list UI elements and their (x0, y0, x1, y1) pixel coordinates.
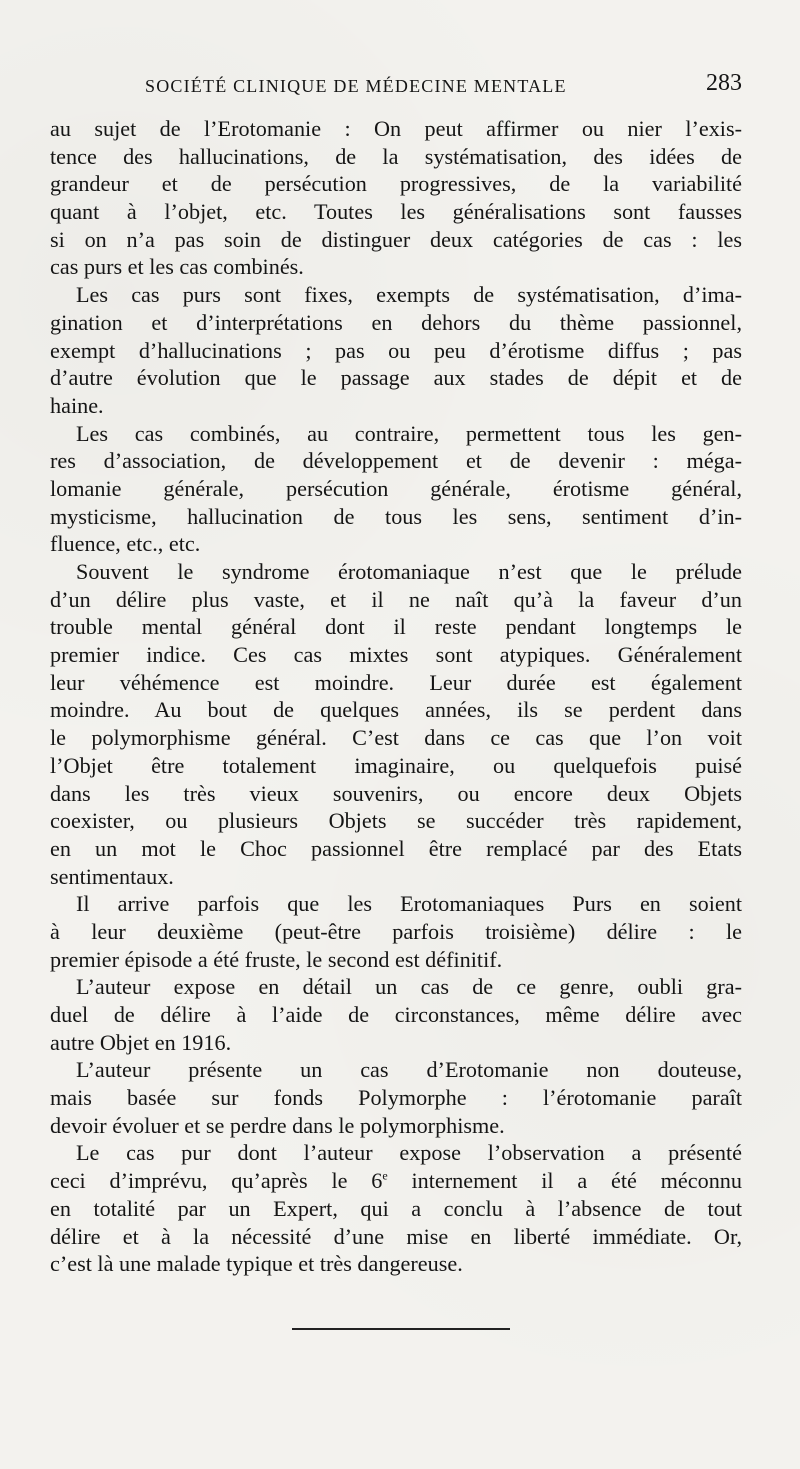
running-head (50, 70, 742, 102)
text-line (50, 780, 742, 808)
text-line (50, 835, 742, 863)
text-line (50, 1001, 742, 1029)
text-line (50, 669, 742, 697)
text-line-content: lomanie générale, persécution générale, érotisme général, (50, 475, 742, 501)
text-line-content: autre Objet en 1916. (50, 1029, 232, 1055)
text-line-content: l’Objet être totalement imaginaire, ou quelquefois puisé (50, 752, 742, 778)
text-line (50, 1112, 742, 1140)
text-line (50, 281, 742, 309)
text-line (50, 1195, 742, 1223)
text-line (50, 1056, 742, 1084)
text-line (50, 752, 742, 780)
text-line-content: premier indice. Ces cas mixtes sont atypiques. Généralement (50, 642, 742, 668)
ordinal-superscript: e (382, 1168, 388, 1183)
text-line (50, 253, 742, 281)
text-line-content: d’un délire plus vaste, et il ne naît qu’à la faveur d’un (50, 586, 742, 612)
text-line-content: L’auteur présente un cas d’Erotomanie non douteuse, (76, 1057, 742, 1083)
text-line-content: leur véhémence est moindre. Leur durée est également (50, 669, 742, 695)
text-line-content: en un mot le Choc passionnel être remplacé par des Etats (50, 835, 742, 861)
text-line (50, 696, 742, 724)
text-line (50, 337, 742, 365)
text-line (50, 503, 742, 531)
text-line (50, 1250, 742, 1278)
text-line (50, 143, 742, 171)
text-line-content: gination et d’interprétations en dehors du thème passionnel, (50, 309, 742, 335)
text-line (50, 170, 742, 198)
text-line (50, 475, 742, 503)
section-end-rule (292, 1328, 510, 1330)
page-number: 283 (706, 70, 742, 96)
text-line-content: en totalité par un Expert, qui a conclu à l’absence de tout (50, 1195, 742, 1221)
text-line-content: fluence, etc., etc. (50, 531, 201, 557)
text-line-content: premier épisode a été fruste, le second est définitif. (50, 946, 503, 972)
text-line-content: sentimentaux. (50, 863, 174, 889)
text-line-content: moindre. Au bout de quelques années, ils se perdent dans (50, 697, 742, 723)
text-line (50, 392, 742, 420)
text-line (50, 420, 742, 448)
text-line (50, 1139, 742, 1167)
text-line-continuation: internement il a été méconnu (387, 1168, 742, 1194)
text-line (50, 807, 742, 835)
text-line (50, 918, 742, 946)
text-line-content: à leur deuxième (peut-être parfois troisième) délire : le (50, 918, 742, 944)
text-line (50, 198, 742, 226)
text-line (50, 641, 742, 669)
text-line (50, 946, 742, 974)
running-title: SOCIÉTÉ CLINIQUE DE MÉDECINE MENTALE (145, 76, 567, 96)
text-line-content: Les cas purs sont fixes, exempts de systématisation, d’ima- (76, 282, 742, 308)
text-line-content: grandeur et de persécution progressives, de la variabilité (50, 171, 742, 197)
text-line-content: duel de délire à l’aide de circonstances, même délire avec (50, 1002, 742, 1027)
text-line (50, 890, 742, 918)
text-line (50, 447, 742, 475)
text-line-content: mais basée sur fonds Polymorphe : l’érotomanie paraît (50, 1085, 742, 1111)
text-line (50, 364, 742, 392)
text-line-content: d’autre évolution que le passage aux stades de dépit et de (50, 365, 742, 391)
text-line-content: mysticisme, hallucination de tous les sens, sentiment d’in- (50, 503, 742, 529)
text-line-content: haine. (50, 392, 104, 418)
text-line-content: tence des hallucinations, de la systématisation, des idées de (50, 143, 742, 169)
text-line (50, 1029, 742, 1057)
text-line-content: exempt d’hallucinations ; pas ou peu d’érotisme diffus ; pas (50, 337, 742, 363)
text-line-content: Il arrive parfois que les Erotomaniaques Purs en soient (76, 891, 742, 917)
text-line-content: quant à l’objet, etc. Toutes les généralisations sont fausses (50, 199, 742, 225)
text-line (50, 613, 742, 641)
text-line (50, 226, 742, 254)
text-line (50, 863, 742, 891)
text-line-content: si on n’a pas soin de distinguer deux catégories de cas : les (50, 226, 742, 252)
text-line-content: au sujet de l’Erotomanie : On peut affirmer ou nier l’exis- (50, 116, 742, 141)
text-line-content: devoir évoluer et se perdre dans le polymorphisme. (50, 1112, 505, 1138)
text-line-content: trouble mental général dont il reste pendant longtemps le (50, 614, 742, 640)
text-line-content: ceci d’imprévu, qu’après le 6 (50, 1168, 383, 1194)
text-line (50, 309, 742, 337)
text-line (50, 586, 742, 614)
text-line (50, 558, 742, 586)
text-line (50, 530, 742, 558)
text-line (50, 724, 742, 752)
text-line-content: Le cas pur dont l’auteur expose l’observation a présenté (76, 1140, 742, 1166)
text-line (50, 973, 742, 1001)
text-line-content: res d’association, de développement et de devenir : méga- (50, 448, 742, 474)
text-line (50, 1084, 742, 1112)
text-line (50, 115, 742, 143)
text-line (50, 1167, 742, 1195)
text-line-content: cas purs et les cas combinés. (50, 254, 304, 280)
text-line-content: c’est là une malade typique et très dangereuse. (50, 1251, 463, 1277)
text-line-content: le polymorphisme général. C’est dans ce cas que l’on voit (50, 725, 742, 751)
text-line-content: L’auteur expose en détail un cas de ce genre, oubli gra- (76, 974, 742, 1000)
body-text (50, 115, 742, 1278)
text-line-content: dans les très vieux souvenirs, ou encore deux Objets (50, 780, 742, 806)
text-line (50, 1223, 742, 1251)
text-line-content: coexister, ou plusieurs Objets se succéder très rapidement, (50, 808, 742, 834)
text-line-content: Souvent le syndrome érotomaniaque n’est que le prélude (76, 559, 742, 584)
text-line-content: Les cas combinés, au contraire, permettent tous les gen- (76, 420, 742, 446)
text-line-content: délire et à la nécessité d’une mise en liberté immédiate. Or, (50, 1223, 742, 1249)
